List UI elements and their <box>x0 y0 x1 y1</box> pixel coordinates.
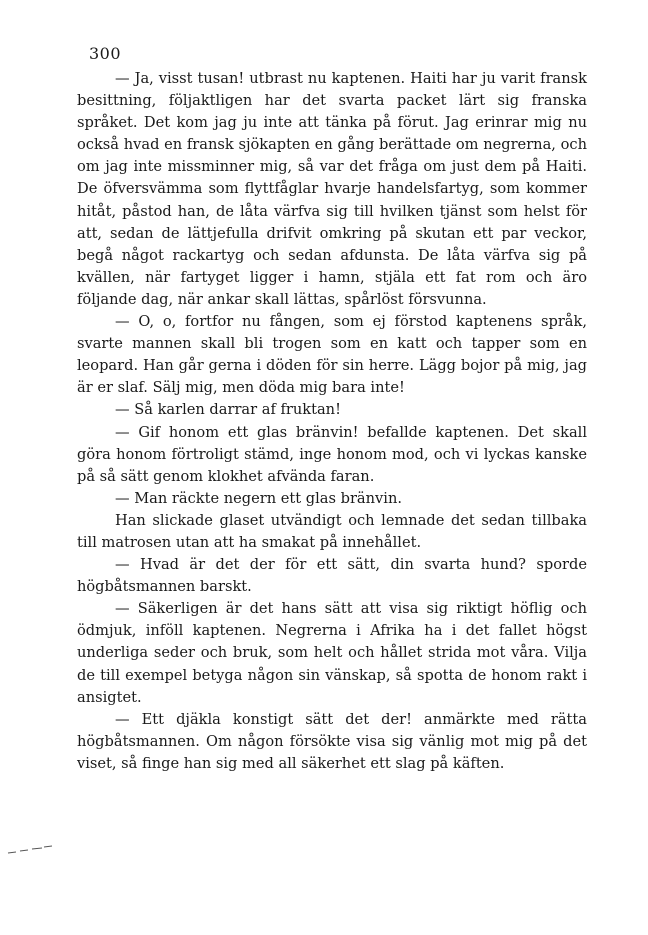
paragraph: — Man räckte negern ett glas bränvin. <box>115 489 402 507</box>
body-text <box>77 68 587 775</box>
paragraph: — Ett djäkla konstigt sätt det der! anmärkte med rätta högbåtsmannen. Om någon försökte visa sig vänlig mot mig på det viset, så finge han sig med all säkerhet ett slag på käften. <box>77 710 587 772</box>
margin-pencil-mark <box>6 843 54 857</box>
paragraph: — Gif honom ett glas bränvin! befallde kaptenen. Det skall göra honom förtroligt stämd, inge honom mod, och vi lyckas kanske på så sätt genom klokhet afvända faran. <box>77 423 587 485</box>
paragraph: — O, o, fortfor nu fången, som ej förstod kaptenens språk, svarte mannen skall bli trogen som en katt och tapper som en leopard. Han går gerna i döden för sin herre. Lägg bojor på mig, jag är er slaf. Sälj mig, men döda mig bara inte! <box>77 313 587 397</box>
paragraph: — Säkerligen är det hans sätt att visa sig riktigt höflig och ödmjuk, inföll kaptenen. Negrerna i Afrika ha i det fallet högst underliga seder och bruk, som helt och hållet strida mot våra. Vilja de till exempel betyga någon sin vänskap, så spotta de honom rakt i ansigtet. <box>77 600 587 706</box>
paragraph: — Så karlen darrar af fruktan! <box>115 401 341 419</box>
paragraph: — Ja, visst tusan! utbrast nu kaptenen. Haiti har ju varit fransk besittning, följaktligen har det svarta packet lärt sig franska språket. Det kom jag ju inte att tänka på förut. Jag erinrar mig nu också hvad en fransk sjökapten en gång berättade om negrerna, och om jag inte missminner mig, så var det fråga om just dem på Haiti. De öfversvämma som flyttfåglar hvarje handelsfartyg, som kommer hitåt, påstod han, de låta värfva sig till hvilken tjänst som helst för att, sedan de lättjefulla drifvit omkring på skutan ett par veckor, begå något rackartyg och sedan afdunsta. De låta värfva sig på kvällen, när fartyget ligger i hamn, stjäla ett fat rom och äro följande dag, när ankar skall lättas, spårlöst försvunna. <box>77 70 587 308</box>
page-number: 300 <box>89 44 122 63</box>
paragraph: — Hvad är det der för ett sätt, din svarta hund? sporde högbåtsmannen barskt. <box>77 556 587 596</box>
paragraph: Han slickade glaset utvändigt och lemnade det sedan tillbaka till matrosen utan att ha smakat på innehållet. <box>77 511 587 551</box>
